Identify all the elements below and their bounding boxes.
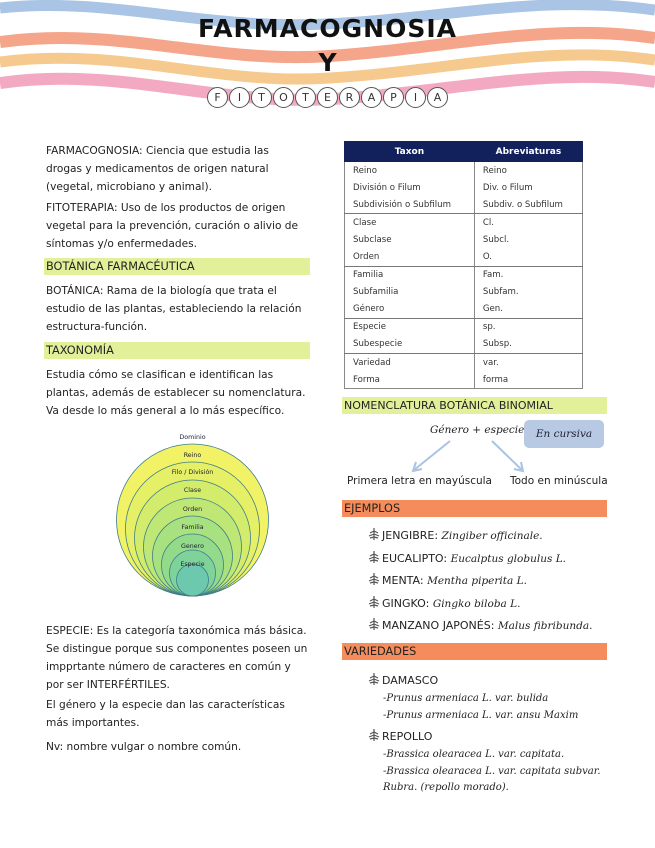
leaf-icon: [367, 595, 381, 609]
taxonomy-circle-7: [177, 564, 209, 596]
taxon-cell: Subespecie: [345, 336, 475, 354]
damasco-var-2: -Prunus armeniaca L. var. ansu Maxim: [383, 710, 579, 721]
taxon-cell: Subclase: [345, 231, 475, 248]
todo-minuscula-note: Todo en minúscula: [510, 475, 608, 487]
ejemplo-scientific-name: Zingiber officinale.: [441, 530, 543, 542]
circled-letter: P: [383, 87, 404, 108]
farmacognosia-definition: FARMACOGNOSIA: Ciencia que estudia las drogas y medicamentos de origen natural (vegetal, microbiano y animal).: [46, 145, 269, 193]
abbreviation-cell: forma: [482, 374, 509, 385]
taxonomy-level-label: Familia: [181, 524, 204, 531]
abbreviation-cell: Div. o Filum: [482, 182, 533, 193]
taxonomy-level-label: Filo / División: [171, 469, 214, 476]
taxonomy-circle-diagram: [115, 428, 270, 598]
variedad-repollo: [367, 728, 432, 746]
table-row: [345, 231, 583, 248]
taxon-cell: Especie: [345, 318, 475, 336]
leaf-icon: [367, 728, 381, 742]
ejemplo-item: [367, 550, 566, 568]
ejemplo-item: [367, 527, 543, 545]
ejemplo-common-name: EUCALIPTO:: [382, 551, 451, 565]
taxon-cell: Orden: [345, 248, 475, 266]
variedad-damasco: [367, 672, 438, 690]
ejemplo-item: [367, 617, 592, 635]
circled-letter: T: [295, 87, 316, 108]
taxon-cell: Variedad: [345, 354, 475, 372]
taxon-cell: Subdivisión o Subfilum: [345, 196, 475, 214]
damasco-var-1: -Prunus armeniaca L. var. bulida: [383, 693, 549, 704]
taxonomy-level-label: Genero: [181, 543, 204, 550]
taxon-cell: Forma: [345, 371, 475, 389]
taxonomy-level-label: Orden: [182, 506, 203, 513]
ejemplo-scientific-name: Gingko biloba L.: [432, 597, 521, 610]
taxon-cell: Clase: [345, 214, 475, 232]
leaf-icon: [367, 550, 381, 564]
leaf-icon: [367, 672, 381, 686]
table-row: [345, 354, 583, 372]
botanica-farmaceutica-heading: BOTÁNICA FARMACÉUTICA: [44, 258, 310, 275]
table-header-taxon: Taxon: [345, 142, 475, 162]
genero-especie-note: El género y la especie dan las características más importantes.: [46, 699, 285, 729]
botanica-definition: BOTÁNICA: Rama de la biología que trata el estudio de las plantas, estableciendo la relación estructura-función.: [46, 285, 302, 333]
abbreviation-cell: Subcl.: [482, 234, 510, 245]
table-row: [345, 162, 583, 180]
taxonomia-heading: TAXONOMÍA: [44, 342, 310, 359]
leaf-icon: [367, 527, 381, 541]
circled-letter: I: [229, 87, 250, 108]
ejemplo-item: [367, 572, 527, 590]
table-row: [345, 284, 583, 301]
primera-letra-note: Primera letra en mayúscula: [347, 475, 492, 487]
abbreviation-cell: Subsp.: [474, 336, 582, 354]
nombre-vulgar-note: Nv: nombre vulgar o nombre común.: [46, 741, 242, 753]
taxon-cell: División o Filum: [345, 179, 475, 196]
repollo-var-1: -Brassica olearacea L. var. capitata.: [383, 749, 565, 760]
table-row: [345, 301, 583, 319]
repollo-label: REPOLLO: [382, 730, 433, 743]
taxon-cell: Familia: [345, 266, 475, 284]
page-title: FARMACOGNOSIA: [198, 14, 457, 43]
ejemplos-heading: EJEMPLOS: [342, 500, 607, 517]
fitoterapia-definition: FITOTERAPIA: Uso de los productos de origen vegetal para la prevención, curación o alivio de síntomas y/o enfermedades.: [46, 202, 299, 250]
taxonomy-level-label: Especie: [180, 561, 205, 568]
page-subtitle-fitoterapia: [0, 86, 655, 108]
abbreviation-cell: Gen.: [474, 301, 582, 319]
ejemplo-common-name: JENGIBRE:: [382, 529, 442, 542]
abbreviation-cell: var.: [482, 357, 499, 368]
abbreviation-cell: Reino: [482, 165, 507, 176]
nomenclatura-formula: Género + especie: [430, 424, 525, 436]
abbreviation-cell: Subfam.: [482, 287, 519, 298]
taxonomy-level-label: Clase: [183, 487, 202, 494]
table-row: [345, 179, 583, 196]
circled-letter: A: [427, 87, 448, 108]
table-row: [345, 371, 583, 389]
table-row: [345, 214, 583, 232]
abbreviation-cell: sp.: [482, 322, 496, 333]
table-row: [345, 196, 583, 214]
en-cursiva-badge: En cursiva: [524, 420, 604, 448]
circled-letter: T: [251, 87, 272, 108]
table-header-abreviaturas: Abreviaturas: [474, 142, 582, 162]
nomenclatura-arrows: [400, 438, 540, 478]
circled-letter: O: [273, 87, 294, 108]
nomenclatura-heading: NOMENCLATURA BOTÁNICA BINOMIAL: [342, 397, 607, 414]
taxonomy-level-label: Dominio: [179, 434, 206, 441]
ejemplo-common-name: MENTA:: [382, 574, 428, 587]
repollo-var-2: -Brassica olearacea L. var. capitata subvar.: [383, 766, 601, 777]
taxon-cell: Género: [345, 301, 475, 319]
table-row: [345, 318, 583, 336]
taxonomia-definition: Estudia cómo se clasifican e identifican las plantas, además de establecer su nomenclatura. Va desde lo más general a lo más específico.: [46, 369, 306, 417]
circled-letter: E: [317, 87, 338, 108]
circled-letter: A: [361, 87, 382, 108]
ejemplo-scientific-name: Mentha piperita L.: [427, 575, 527, 587]
ejemplo-scientific-name: Eucalptus globulus L.: [450, 552, 567, 565]
abbreviation-cell: Fam.: [482, 270, 504, 281]
abbreviation-cell: Subdiv. o Subfilum: [474, 196, 582, 214]
leaf-icon: [367, 572, 381, 586]
repollo-var-3: Rubra. (repollo morado).: [383, 782, 509, 793]
taxonomy-level-label: Reino: [183, 452, 202, 459]
abbreviation-cell: O.: [474, 248, 582, 266]
circled-letter: F: [207, 87, 228, 108]
table-row: [345, 336, 583, 354]
ejemplo-scientific-name: Malus fibribunda.: [497, 620, 593, 632]
circled-letter: R: [339, 87, 360, 108]
page-title-conjunction: Y: [318, 48, 337, 77]
taxon-cell: Reino: [345, 162, 475, 180]
ejemplo-common-name: GINGKO:: [382, 596, 433, 610]
leaf-icon: [367, 617, 381, 631]
table-row: [345, 266, 583, 284]
ejemplo-item: [367, 595, 520, 613]
circled-letter: I: [405, 87, 426, 108]
taxon-abbreviation-table: [344, 141, 583, 389]
ejemplo-common-name: MANZANO JAPONÉS:: [382, 619, 498, 632]
table-row: [345, 248, 583, 266]
abbreviation-cell: Cl.: [482, 217, 494, 228]
especie-definition: ESPECIE: Es la categoría taxonómica más básica. Se distingue porque sus componentes poseen un impprtante número de caracteres en común y por ser INTERFÉRTILES.: [46, 625, 308, 691]
taxon-cell: Subfamilia: [345, 284, 475, 301]
variedades-heading: VARIEDADES: [342, 643, 607, 660]
damasco-label: DAMASCO: [382, 674, 439, 687]
